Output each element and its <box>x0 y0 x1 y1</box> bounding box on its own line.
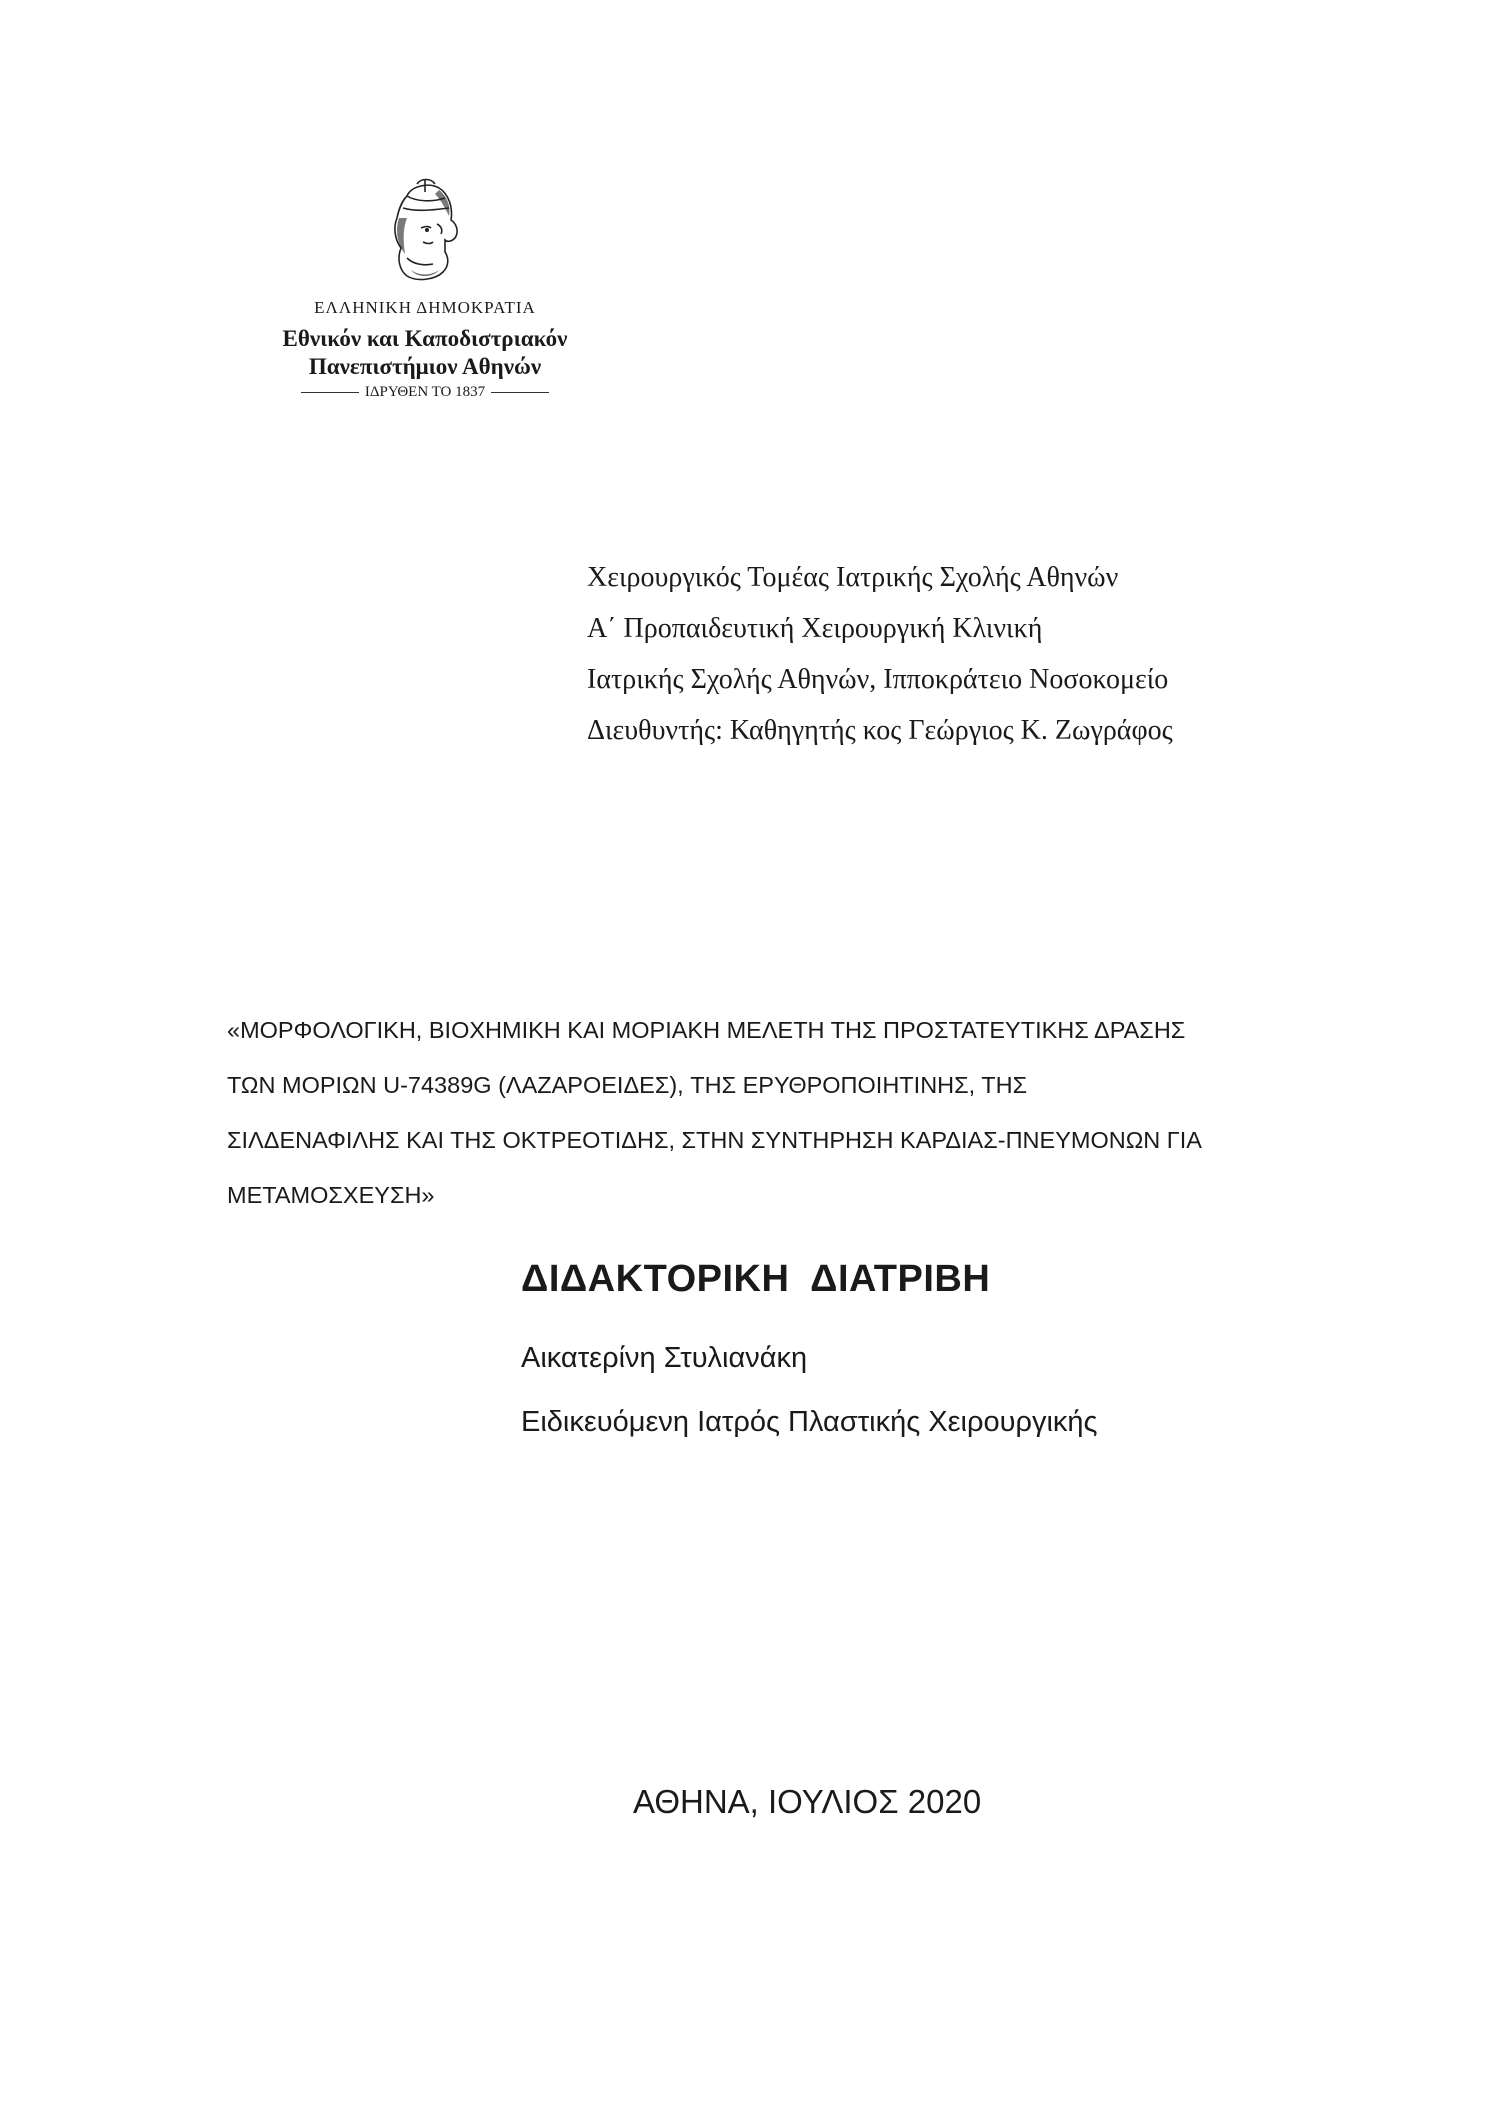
author-name: Αικατερίνη Στυλιανάκη <box>521 1342 808 1374</box>
department-line: Α΄ Προπαιδευτική Χειρουργική Κλινική <box>587 613 1043 644</box>
divider <box>301 392 359 393</box>
department-line: Διευθυντής: Καθηγητής κος Γεώργιος Κ. Ζωγράφος <box>587 715 1173 746</box>
logo-founded-text: ΙΔΡΥΘΕΝ ΤΟ 1837 <box>364 384 486 400</box>
department-line: Ιατρικής Σχολής Αθηνών, Ιπποκράτειο Νοσοκομείο <box>587 664 1169 695</box>
place-date: ΑΘΗΝΑ, ΙΟΥΛΙΟΣ 2020 <box>633 1783 982 1820</box>
thesis-title-line: ΜΕΤΑΜΟΣΧΕΥΣΗ» <box>227 1182 435 1208</box>
logo-university-name-line1: Εθνικόν και Καποδιστριακόν <box>282 326 568 351</box>
thesis-title <box>227 1003 1287 1223</box>
department-block <box>587 552 1173 756</box>
athena-head-emblem-icon <box>377 178 469 288</box>
author-role: Ειδικευόμενη Ιατρός Πλαστικής Χειρουργικής <box>521 1406 1098 1438</box>
thesis-title-line: «ΜΟΡΦΟΛΟΓΙΚΗ, ΒΙΟΧΗΜΙΚΗ ΚΑΙ ΜΟΡΙΑΚΗ ΜΕΛΕΤΗ ΤΗΣ ΠΡΟΣΤΑΤΕΥΤΙΚΗΣ ΔΡΑΣΗΣ <box>227 1017 1186 1043</box>
divider <box>491 392 549 393</box>
university-logo <box>255 178 595 401</box>
logo-founded-line <box>255 384 595 401</box>
thesis-title-line: ΤΩΝ ΜΟΡΙΩΝ U-74389G (ΛΑΖΑΡΟΕΙΔΕΣ), ΤΗΣ ΕΡΥΘΡΟΠΟΙΗΤΙΝΗΣ, ΤΗΣ <box>227 1072 1028 1098</box>
document-type-heading: ΔΙΔΑΚΤΟΡΙΚΗ ΔΙΑΤΡΙΒΗ <box>521 1258 991 1300</box>
department-line: Χειρουργικός Τομέας Ιατρικής Σχολής Αθηνών <box>587 562 1119 593</box>
logo-republic-text: ΕΛΛΗΝΙΚΗ ΔΗΜΟΚΡΑΤΙΑ <box>314 298 536 317</box>
thesis-title-line: ΣΙΛΔΕΝΑΦΙΛΗΣ ΚΑΙ ΤΗΣ ΟΚΤΡΕΟΤΙΔΗΣ, ΣΤΗΝ ΣΥΝΤΗΡΗΣΗ ΚΑΡΔΙΑΣ-ΠΝΕΥΜΟΝΩΝ ΓΙΑ <box>227 1127 1202 1153</box>
logo-university-name-line2: Πανεπιστήμιον Αθηνών <box>308 354 542 379</box>
